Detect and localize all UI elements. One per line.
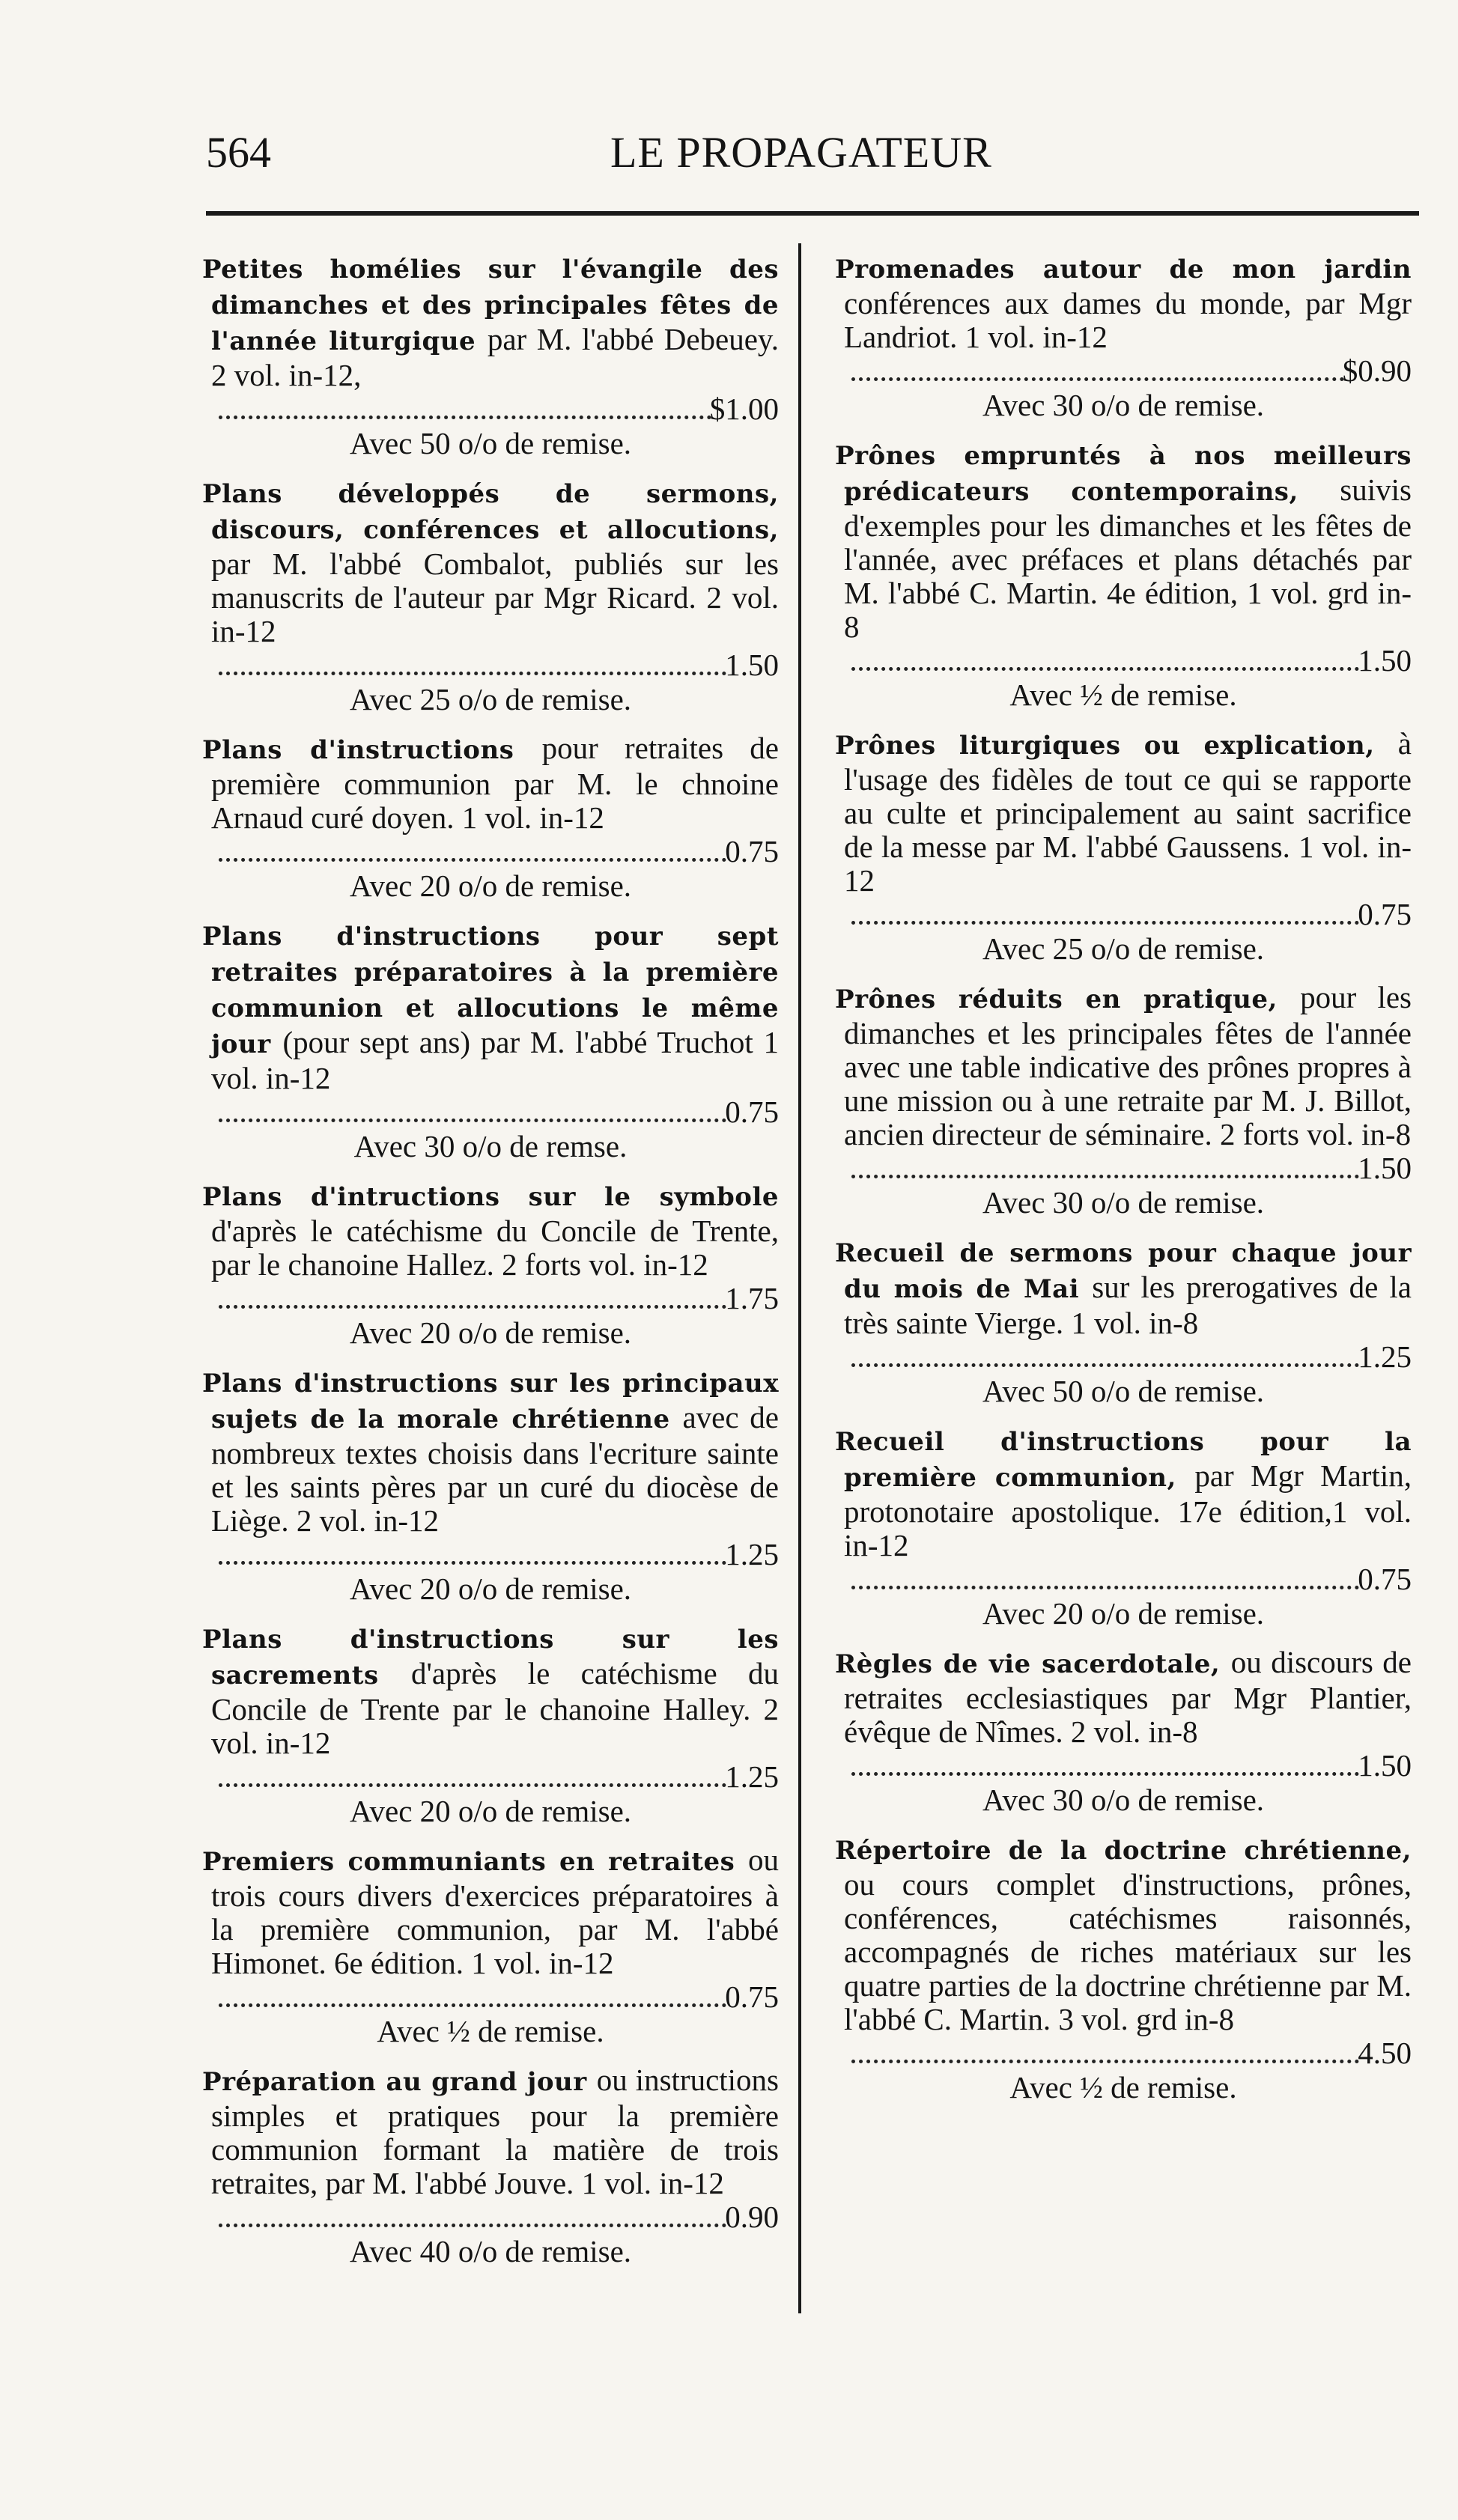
entry-title: Plans développés de sermons, discours, conférences et allocutions, [202, 479, 779, 545]
catalog-entry [835, 727, 1412, 966]
leader-dots [219, 416, 711, 419]
entry-remise: Avec 20 o/o de remise. [349, 1794, 632, 1828]
entry-price: 1.75 [725, 1281, 779, 1315]
leader-dots [851, 1175, 1359, 1178]
leader-dots [219, 672, 726, 675]
price-line [202, 1282, 779, 1316]
catalog-entry [202, 1621, 779, 1828]
entry-title: Répertoire de la doctrine chrétienne, [835, 1836, 1412, 1866]
entry-price: 1.50 [1358, 643, 1412, 678]
entry-title: Plans d'instructions sur les sacrements [202, 1625, 779, 1690]
entry-title: Recueil de sermons pour chaque jour du mois de Mai [835, 1238, 1412, 1304]
header-rule [206, 211, 1419, 216]
entry-title: Plans d'instructions [202, 735, 542, 765]
catalog-entry [835, 1646, 1412, 1817]
entry-title: Plans d'intructions sur le symbole [202, 1182, 779, 1212]
entry-description: avec de nombreux textes choisis dans l'ecriture sainte et les saints pères par un curé du diocèse de Liège. 2 vol. in-12 [211, 1400, 779, 1538]
entry-title: Plans d'instructions sur les principaux sujets de la morale chrétienne [202, 1369, 779, 1434]
entry-title: Prônes réduits en pratique, [835, 984, 1301, 1014]
price-line [835, 898, 1412, 932]
catalog-entry [202, 731, 779, 903]
page-header [206, 127, 1419, 180]
entry-price: 0.90 [725, 2200, 779, 2234]
entry-remise: Avec 50 o/o de remise. [982, 1374, 1265, 1408]
leader-dots [219, 1119, 726, 1122]
entry-description: d'après le catéchisme du Concile de Trente par le chanoine Halley. 2 vol. in-12 [211, 1656, 779, 1760]
entry-remise: Avec ½ de remise. [1009, 2070, 1237, 2104]
leader-dots [851, 1363, 1359, 1367]
price-line [202, 1980, 779, 2015]
leader-dots [851, 1586, 1359, 1589]
entry-remise: Avec 25 o/o de remise. [349, 682, 632, 716]
price-line [202, 2200, 779, 2235]
left-column [202, 251, 779, 2283]
entry-remise: Avec 20 o/o de remise. [982, 1596, 1265, 1631]
price-line [202, 835, 779, 869]
entry-title: Prônes liturgiques ou explication, [835, 731, 1398, 761]
entry-title: Prônes empruntés à nos meilleurs prédicateurs contemporains, [835, 441, 1412, 507]
catalog-entry [202, 1365, 779, 1606]
column-divider [798, 243, 801, 2313]
entry-price: 0.75 [725, 834, 779, 868]
entry-price: 1.50 [1358, 1151, 1412, 1185]
entry-description: d'après le catéchisme du Concile de Trente, par le chanoine Hallez. 2 forts vol. in-12 [211, 1214, 779, 1282]
entry-description: suivis d'exemples pour les dimanches et les fêtes de l'année, avec préfaces et plans détachés par M. l'abbé C. Martin. 4e édition, 1 vol. grd in-8 [844, 472, 1412, 644]
leader-dots [851, 921, 1359, 925]
price-line [835, 1749, 1412, 1783]
catalog-entry [202, 475, 779, 716]
leader-dots [851, 377, 1344, 381]
entry-description: par M. l'abbé Debeuey. 2 vol. in-12, [211, 322, 779, 392]
leader-dots [851, 667, 1359, 671]
leader-dots [219, 2003, 726, 2007]
price-line [202, 1760, 779, 1795]
catalog-entry [835, 251, 1412, 422]
entry-price: 4.50 [1358, 2036, 1412, 2070]
entry-remise: Avec 20 o/o de remise. [349, 868, 632, 903]
entry-remise: Avec 20 o/o de remise. [349, 1571, 632, 1606]
entry-remise: Avec 20 o/o de remise. [349, 1315, 632, 1350]
entry-title: Recueil d'instructions pour la première communion, [835, 1427, 1412, 1493]
price-line [202, 1095, 779, 1130]
entry-remise: Avec 40 o/o de remise. [349, 2234, 632, 2268]
entry-description: pour retraites de première communion par M. le chnoine Arnaud curé doyen. 1 vol. in-12 [211, 731, 779, 835]
catalog-entry [202, 251, 779, 460]
entry-title: Plans d'instructions pour sept retraites préparatoires à la première communion et allocutions le même jour [202, 922, 779, 1059]
entry-remise: Avec 25 o/o de remise. [982, 931, 1265, 966]
page-number: 564 [206, 128, 271, 177]
entry-title: Petites homélies sur l'évangile des dimanches et des principales fêtes de l'année liturgique [202, 255, 779, 356]
entry-description: ou discours de retraites ecclesiastiques par Mgr Plantier, évêque de Nîmes. 2 vol. in-8 [844, 1645, 1412, 1749]
entry-description: par Mgr Martin, protonotaire apostolique. 17e édition,1 vol. in-12 [844, 1458, 1412, 1562]
price-line [835, 354, 1412, 389]
catalog-entry [202, 1178, 779, 1350]
entry-remise: Avec 50 o/o de remise. [349, 426, 632, 460]
entry-price: 0.75 [725, 1095, 779, 1129]
entry-price: $0.90 [1342, 353, 1412, 388]
entry-price: 0.75 [1358, 1562, 1412, 1596]
entry-description: par M. l'abbé Combalot, publiés sur les manuscrits de l'auteur par Mgr Ricard. 2 vol. in-12 [211, 547, 779, 648]
price-line [835, 1340, 1412, 1375]
entry-remise: Avec 30 o/o de remise. [982, 1783, 1265, 1817]
price-line [202, 1538, 779, 1572]
leader-dots [219, 1561, 726, 1565]
entry-price: 1.25 [725, 1759, 779, 1794]
entry-remise: Avec 30 o/o de remise. [982, 1185, 1265, 1220]
entry-title: Préparation au grand jour [202, 2067, 597, 2097]
catalog-entry [835, 1423, 1412, 1631]
catalog-entry [202, 918, 779, 1163]
catalog-entry [835, 981, 1412, 1220]
entry-remise: Avec ½ de remise. [377, 2014, 604, 2048]
entry-price: 1.50 [1358, 1748, 1412, 1783]
leader-dots [219, 2224, 726, 2227]
catalog-entry [202, 2063, 779, 2268]
catalog-entry [835, 1235, 1412, 1408]
leader-dots [851, 2060, 1359, 2063]
running-title: LE PROPAGATEUR [610, 128, 992, 177]
entry-description: à l'usage des fidèles de tout ce qui se rapporte au culte et principalement au saint sacrifice de la messe par M. l'abbé Gaussens. 1 vol. in-12 [844, 726, 1412, 898]
entry-title: Promenades autour de mon jardin [835, 255, 1412, 284]
leader-dots [219, 1305, 726, 1309]
entry-description: ou trois cours divers d'exercices préparatoires à la première communion, par M. l'abbé Himonet. 6e édition. 1 vol. in-12 [211, 1842, 779, 1980]
entry-description: pour les dimanches et les principales fêtes de l'année avec une table indicative des prônes propres à une mission ou à une retraite par M. J. Billot, ancien directeur de séminaire. 2 forts vol. in-8 [844, 980, 1412, 1151]
right-column [835, 251, 1412, 2119]
entry-description: conférences aux dames du monde, par Mgr Landriot. 1 vol. in-12 [844, 286, 1412, 354]
entry-title: Premiers communiants en retraites [202, 1847, 748, 1877]
price-line [835, 644, 1412, 678]
entry-remise: Avec ½ de remise. [1009, 678, 1237, 712]
entry-description: sur les prerogatives de la très sainte Vierge. 1 vol. in-8 [844, 1270, 1412, 1340]
entry-price: 0.75 [1358, 897, 1412, 931]
entry-price: 1.25 [1358, 1339, 1412, 1374]
price-line [835, 1562, 1412, 1597]
entry-description: (pour sept ans) par M. l'abbé Truchot 1 vol. in-12 [211, 1025, 780, 1095]
entry-title: Règles de vie sacerdotale, [835, 1649, 1231, 1679]
entry-remise: Avec 30 o/o de remse. [353, 1129, 628, 1163]
catalog-entry [202, 1843, 779, 2048]
leader-dots [219, 1783, 726, 1787]
price-line [202, 392, 779, 427]
entry-price: $1.00 [709, 392, 779, 426]
price-line [835, 1151, 1412, 1186]
catalog-entry [835, 1832, 1412, 2104]
entry-description: ou cours complet d'instructions, prônes, conférences, catéchismes raisonnés, accompagnés de riches matériaux sur les quatre parties de la doctrine chrétienne par M. l'abbé C. Martin. 3 vol. grd in-8 [844, 1867, 1412, 2036]
leader-dots [851, 1772, 1359, 1776]
entry-price: 1.50 [725, 648, 779, 682]
entry-remise: Avec 30 o/o de remise. [982, 388, 1265, 422]
entry-price: 0.75 [725, 1979, 779, 2014]
price-line [835, 2036, 1412, 2071]
price-line [202, 648, 779, 683]
entry-description: ou instructions simples et pratiques pour la première communion formant la matière de trois retraites, par M. l'abbé Jouve. 1 vol. in-12 [211, 2063, 780, 2200]
leader-dots [219, 858, 726, 862]
entry-price: 1.25 [725, 1537, 779, 1571]
catalog-entry [835, 437, 1412, 712]
